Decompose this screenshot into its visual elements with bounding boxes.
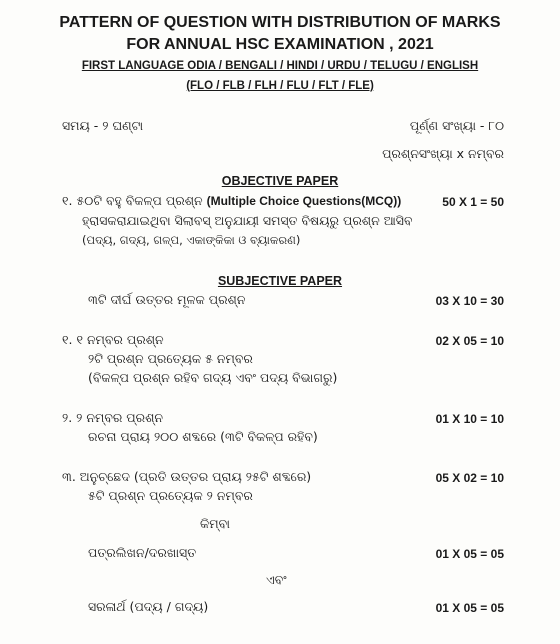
summary-item: ସରଳାର୍ଥ (ପଦ୍ୟ / ଗଦ୍ୟ): [88, 599, 209, 614]
subjective-q3-marks: 05 X 02 = 10: [435, 471, 504, 485]
subjective-q3-line2: ୫ଟି ପ୍ରଶ୍ନ ପ୍ରତ୍ୟେକ ୨ ନମ୍ବର: [88, 488, 253, 503]
objective-heading: OBJECTIVE PAPER: [221, 174, 339, 188]
marks-header: ପ୍ରଶ୍ନସଂଖ୍ୟା x ନମ୍ବର: [382, 146, 504, 161]
objective-q1-english: (Multiple Choice Questions(MCQ)): [206, 194, 402, 208]
objective-q1-line2: ହ୍ରାସକରାଯାଇଥିବା ସିଲାବସ୍ ଅନୁଯାୟୀ ସମସ୍ତ ବିଷୟରୁ ପ୍ରଶ୍ନ ଆସିବ: [82, 213, 413, 228]
subjective-q1-marks: 02 X 05 = 10: [435, 334, 504, 348]
objective-q1: [62, 193, 401, 209]
full-marks-label: ପୂର୍ଣ୍ଣ ସଂଖ୍ୟା - ୮୦: [409, 118, 504, 133]
subjective-q1-title: ୧. ୧ ନମ୍ବର ପ୍ରଶ୍ନ: [62, 332, 164, 347]
subjective-q2-line2: ରଚନା ପ୍ରାୟ ୨୦୦ ଶବ୍ଦରେ (୩ଟି ବିକଳ୍ପ ରହିବ): [88, 429, 318, 444]
time-label: ସମୟ - ୨ ଘଣ୍ଟା: [62, 118, 144, 133]
objective-q1-text: ୫୦ଟି ବହୁ ବିକଳ୍ପ ପ୍ରଶ୍ନ: [76, 193, 203, 208]
and-connector: ଏବଂ: [266, 572, 287, 587]
subjective-q3-title: ୩. ଅନୁଚ୍ଛେଦ (ପ୍ରତି ଉତ୍ତର ପ୍ରାୟ ୨୫ଟି ଶବ୍ଦରେ): [62, 469, 312, 484]
languages-subtitle: FIRST LANGUAGE ODIA / BENGALI / HINDI / URDU / TELUGU / ENGLISH: [81, 60, 479, 72]
objective-q1-line3: (ପଦ୍ୟ, ଗଦ୍ୟ, ଗଳ୍ପ, ଏକାଙ୍କିକା ଓ ବ୍ୟାକରଣ): [82, 233, 301, 247]
codes-subtitle: (FLO / FLB / FLH / FLU / FLT / FLE): [186, 80, 374, 92]
subjective-q1-line2: ୨ଟି ପ୍ରଶ୍ନ ପ୍ରତ୍ୟେକ ୫ ନମ୍ବର: [88, 351, 253, 366]
subjective-q1-line3: (ବିକଳ୍ପ ପ୍ରଶ୍ନ ରହିବ ଗଦ୍ୟ ଏବଂ ପଦ୍ୟ ବିଭାଗରୁ): [88, 370, 338, 385]
summary-marks: 01 X 05 = 05: [435, 601, 504, 615]
subjective-intro-marks: 03 X 10 = 30: [435, 294, 504, 308]
or-connector: କିମ୍ବା: [200, 516, 230, 531]
letter-writing-marks: 01 X 05 = 05: [435, 547, 504, 561]
objective-q1-number: ୧.: [62, 193, 73, 208]
letter-writing-item: ପତ୍ରଲିଖନ/ଦରଖାସ୍ତ: [88, 545, 197, 560]
subjective-q2-marks: 01 X 10 = 10: [435, 412, 504, 426]
title-line-2: FOR ANNUAL HSC EXAMINATION , 2021: [126, 36, 434, 53]
objective-q1-marks: 50 X 1 = 50: [442, 195, 504, 209]
subjective-q2-title: ୨. ୨ ନମ୍ବର ପ୍ରଶ୍ନ: [62, 410, 164, 425]
subjective-heading: SUBJECTIVE PAPER: [217, 274, 343, 288]
title-line-1: PATTERN OF QUESTION WITH DISTRIBUTION OF MARKS: [59, 14, 501, 31]
subjective-intro: ୩ଟି ଦୀର୍ଘ ଉତ୍ତର ମୂଳକ ପ୍ରଶ୍ନ: [88, 292, 246, 307]
